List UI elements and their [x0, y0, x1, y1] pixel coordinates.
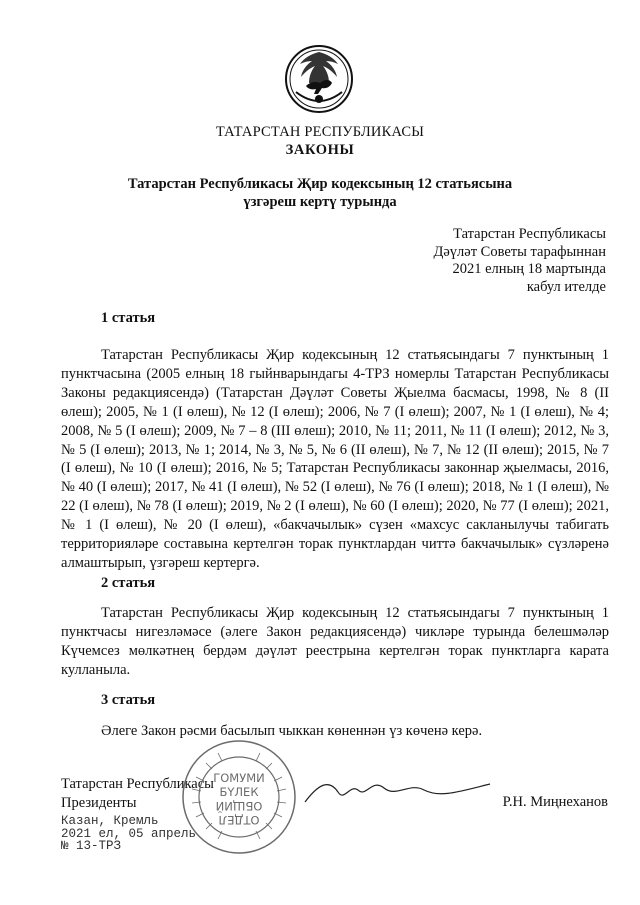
- article-1-text: Татарстан Республикасы Җир кодексының 12 статьясындагы 7 пунктының 1 пунктчасына (2005 елның 18 гыйнварындагы 4-ТРЗ номерлы Татарстан Республикасы Законы редакциясендә) (Татарстан Дәүләт Советы Җыелма басмасы, 1998, № 8 (II өлеш); 2005, № 1 (I өлеш), № 12 (I өлеш); 2006, № 7 (I өлеш); 2007, № 1 (I өлеш), № 4; 2008, № 5 (I өлеш); 2009, № 7 – 8 (III өлеш); 2010, № 11; 2011, № 11 (I өлеш); 2012, № 3, № 5 (I өлеш); 2013, № 1; 2014, № 3, № 5, № 6 (II өлеш), № 7, № 12 (II өлеш); 2015, № 7 (I өлеш), № 10 (I өлеш); 2016, № 5; Татарстан Республикасы законнар җыелмасы, 2016, № 40 (I өлеш); 2017, № 41 (I өлеш), № 52 (I өлеш), № 76 (I өлеш); 2018, № 1 (I өлеш), № 22 (I өлеш), № 78 (I өлеш); 2019, № 2 (I өлеш), № 60 (I өлеш); 2020, № 77 (I өлеш); 2021, № 1 (I өлеш), № 20 (I өлеш), «бакчачылык» сүзен «махсус сакланылучы табигать территорияләре составына кертелгән торак пунктлардан читтә бакчачылык» сүзләренә алмаштырып, үзгәреш кертергә.: [61, 347, 609, 571]
- signatory-position-line-2: Президенты: [61, 795, 137, 811]
- adoption-note: [433, 226, 606, 296]
- typed-place: Казан, Кремль: [61, 814, 159, 828]
- document-type: ЗАКОНЫ: [285, 142, 355, 158]
- state-emblem-icon: [284, 44, 354, 114]
- law-title-line-2: үзгәреш кертү турында: [243, 194, 397, 210]
- office-stamp: [178, 737, 300, 857]
- adoption-line-3: 2021 елның 18 мартында: [452, 261, 606, 277]
- signatory-position-line-1: Татарстан Республикасы: [61, 776, 214, 792]
- adoption-line-1: Татарстан Республикасы: [453, 226, 606, 242]
- typed-date: 2021 ел, 05 апрель: [61, 826, 197, 841]
- typed-number: № 13-ТРЗ: [61, 839, 122, 853]
- typed-registration: [61, 815, 196, 853]
- adoption-line-2: Дәүләт Советы тарафыннан: [433, 243, 606, 260]
- law-title-line-1: Татарстан Республикасы Җир кодексының 12 статьясына: [127, 176, 513, 192]
- adoption-line-4: кабул ителде: [526, 278, 606, 295]
- article-2-heading: 2 статья: [101, 575, 156, 591]
- article-1-heading: 1 статья: [101, 310, 156, 326]
- republic-name: ТАТАРСТАН РЕСПУБЛИКАСЫ: [215, 124, 425, 140]
- handwritten-signature: [300, 772, 500, 812]
- stamp-line-1: ГОМУМИ: [213, 771, 265, 785]
- article-2-text: Татарстан Республикасы Җир кодексының 12 статьясындагы 7 пунктының 1 пунктчасы нигезләмәсе (әлеге Закон редакциясендә) чикләре турында белешмәләр Күчемсез мөлкәтнең бердәм дәүләт реестрына кертелгән торак пунктларга карата кулланыла.: [61, 605, 609, 678]
- signatory-name: Р.Н. Миңнеханов: [502, 794, 608, 810]
- law-title: [60, 175, 580, 211]
- article-3-text: Әлеге Закон рәсми басылып чыккан көненнән үз көченә керә.: [101, 723, 483, 739]
- article-3-heading: 3 статья: [101, 692, 156, 708]
- stamp-line-4: ОТДЕЛ: [218, 813, 260, 827]
- stamp-line-3: ОБЩИЙ: [215, 799, 263, 813]
- stamp-line-2: БҮЛЕК: [219, 785, 259, 799]
